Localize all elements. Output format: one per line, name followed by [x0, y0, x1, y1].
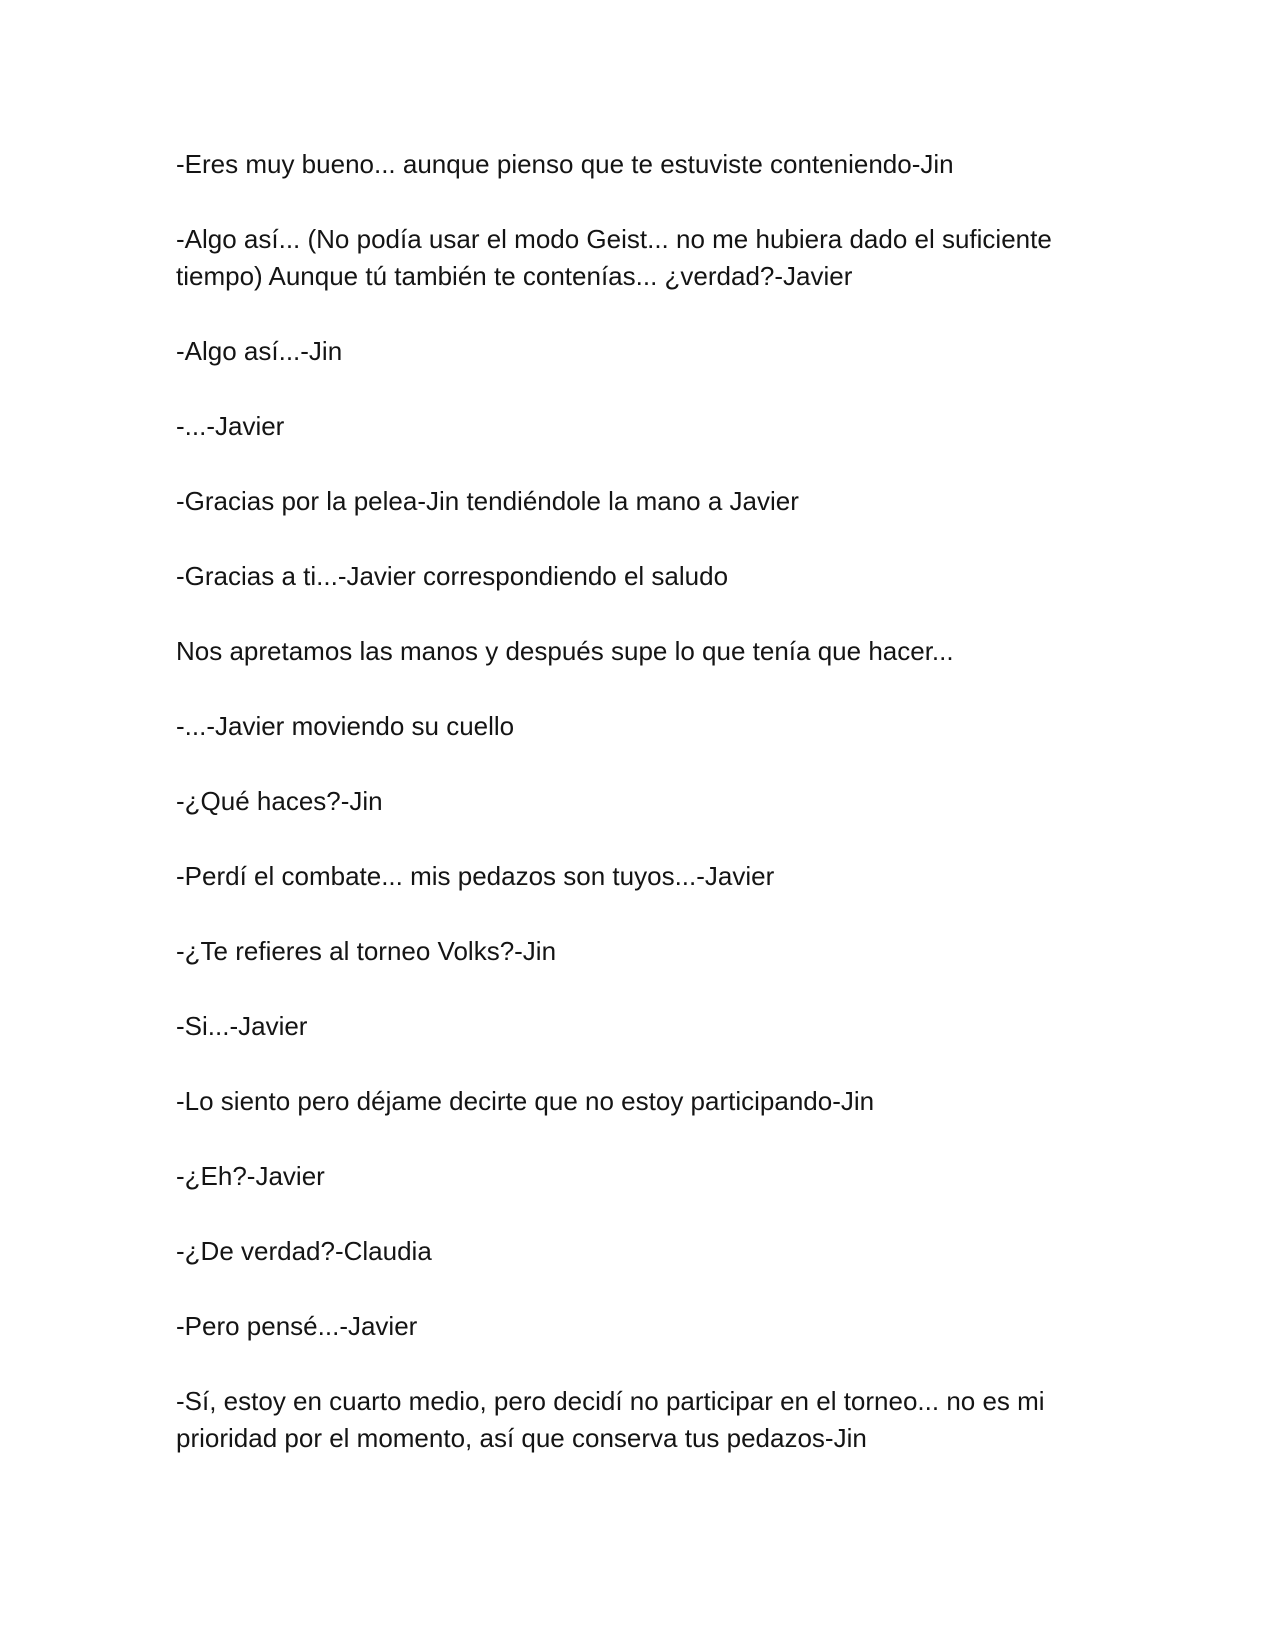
paragraph: -¿Qué haces?-Jin [176, 786, 383, 816]
paragraph: -Perdí el combate... mis pedazos son tuyos...-Javier [176, 861, 775, 891]
paragraph: -Pero pensé...-Javier [176, 1311, 418, 1341]
paragraph: -Sí, estoy en cuarto medio, pero decidí no participar en el torneo... no es mi prioridad por el momento, así que conserva tus pedazos-Jin [176, 1386, 1045, 1453]
paragraph: -¿Eh?-Javier [176, 1161, 325, 1191]
paragraph: -...-Javier moviendo su cuello [176, 711, 515, 741]
document-body [176, 146, 1096, 1495]
paragraph: -Gracias a ti...-Javier correspondiendo el saludo [176, 561, 729, 591]
paragraph: -¿De verdad?-Claudia [176, 1236, 432, 1266]
paragraph: -Algo así...-Jin [176, 336, 343, 366]
paragraph: Nos apretamos las manos y después supe lo que tenía que hacer... [176, 636, 954, 666]
paragraph: -Lo siento pero déjame decirte que no estoy participando-Jin [176, 1086, 875, 1116]
paragraph: -Si...-Javier [176, 1011, 308, 1041]
paragraph: -...-Javier [176, 411, 285, 441]
paragraph: -Eres muy bueno... aunque pienso que te estuviste conteniendo-Jin [176, 149, 954, 179]
paragraph: -Gracias por la pelea-Jin tendiéndole la mano a Javier [176, 486, 799, 516]
paragraph: -Algo así... (No podía usar el modo Geist... no me hubiera dado el suficiente tiempo) Aunque tú también te contenías... ¿verdad?-Javier [176, 224, 1052, 291]
paragraph: -¿Te refieres al torneo Volks?-Jin [176, 936, 557, 966]
